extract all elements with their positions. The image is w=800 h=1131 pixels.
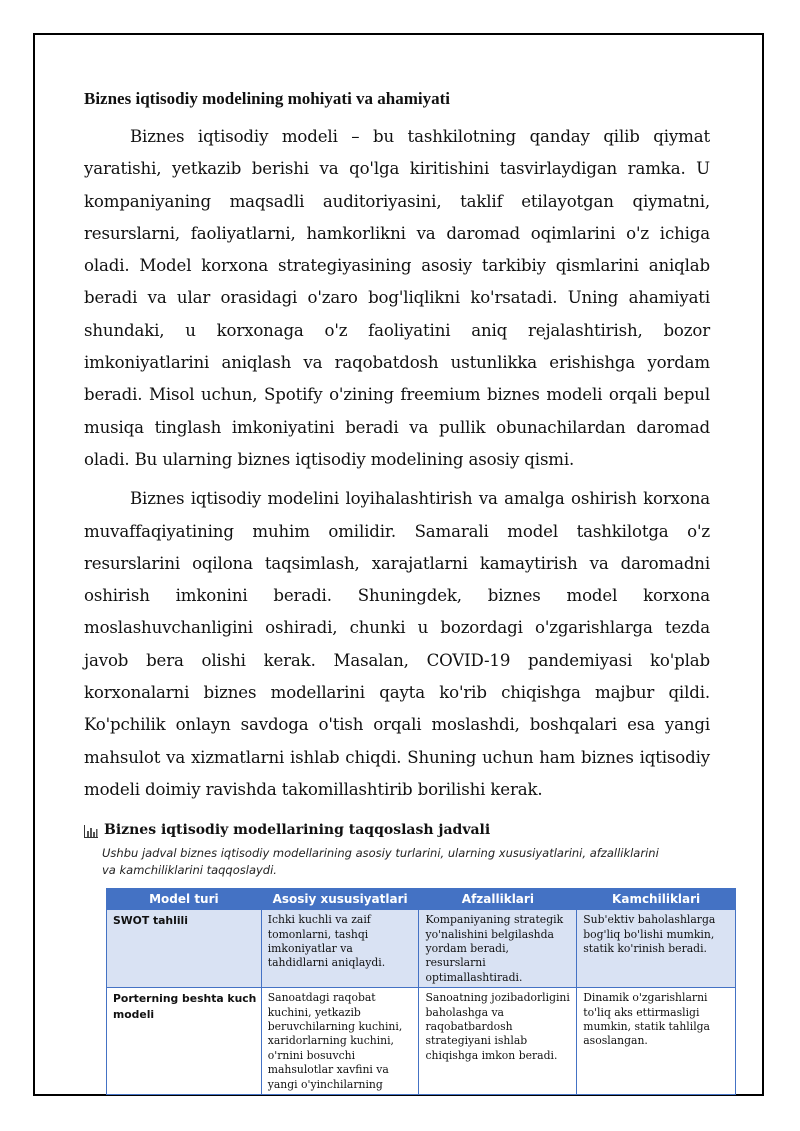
comparison-table [106,888,736,1095]
table-description: Ushbu jadval biznes iqtisodiy modellarining asosiy turlarini, ularning xususiyatlarini, afzalliklarini va kamchiliklarini taqqoslaydi. [102,846,659,878]
table-header-row [107,889,736,910]
paragraph-2: Biznes iqtisodiy modelini loyihalashtirish va amalga oshirish korxona muvaffaqiyatining muhim omilidir. Samarali model tashkilotga o'z resurslarini oqilona taqsimlash, xarajatlarni kamaytirish va daromadni oshirish imkonini beradi. Shuningdek, biznes model korxona moslashuvchanligini oshiradi, chunki u bozordagi o'zgarishlarga tezda javob bera olishi kerak. Masalan, COVID-19 pandemiyasi ko'plab korxonalarni biznes modellarini qayta ko'rib chiqishga majbur qildi. Ko'pchilik onlayn savdoga o'tish orqali moslashdi, boshqalari esa yangi mahsulot va xizmatlarni ishlab chiqdi. Shuning uchun ham biznes iqtisodiy modeli doimiy ravishda takomillashtirib borilishi kerak. [84,489,710,799]
column-header: Kamchiliklari [577,889,736,910]
table-title: Biznes iqtisodiy modellarining taqqoslash jadvali [104,822,491,839]
advantages-cell: Kompaniyaning strategik yo'nalishini belgilashda yordam beradi, resurslarni optimallashtiradi. [419,910,577,988]
disadvantages-cell: Dinamik o'zgarishlarni to'liq aks ettirmasligi mumkin, statik tahlilga asoslangan. [577,988,736,1095]
disadvantages-cell: Sub'ektiv baholashlarga bog'liq bo'lishi mumkin, statik ko'rinish beradi. [577,910,736,988]
table-row [107,988,736,1095]
document-body [84,86,716,1095]
paragraph-1: Biznes iqtisodiy modeli – bu tashkilotning qanday qilib qiymat yaratishi, yetkazib berishi va qo'lga kiritishini tasvirlaydigan ramka. U kompaniyaning maqsadli auditoriyasini, taklif etilayotgan qiymatni, resurslarni, faoliyatlarni, hamkorlikni va daromad oqimlarini o'z ichiga oladi. Model korxona strategiyasining asosiy tarkibiy qismlarini aniqlab beradi va ular orasidagi o'zaro bog'liqlikni ko'rsatadi. Uning ahamiyati shundaki, u korxonaga o'z faoliyatini aniq rejalashtirish, bozor imkoniyatlarini aniqlash va raqobatdosh ustunlikka erishishga yordam beradi. Misol uchun, Spotify o'zining freemium biznes modeli orqali bepul musiqa tinglash imkoniyatini beradi va pullik obunachilardan daromad oladi. Bu ularning biznes iqtisodiy modelining asosiy qismi. [84,127,710,469]
table-row [107,910,736,988]
model-name-cell: Porterning beshta kuch modeli [107,988,262,1095]
bar-chart-icon [84,824,98,837]
column-header: Afzalliklari [419,889,577,910]
features-cell: Ichki kuchli va zaif tomonlarni, tashqi imkoniyatlar va tahdidlarni aniqlaydi. [261,910,419,988]
column-header: Asosiy xususiyatlari [261,889,419,910]
features-cell: Sanoatdagi raqobat kuchini, yetkazib beruvchilarning kuchini, xaridorlarning kuchini, o'rnini bosuvchi mahsulotlar xavfini va yangi o'yinchilarning [261,988,419,1095]
model-name-cell: SWOT tahlili [107,910,262,988]
column-header: Model turi [107,889,262,910]
advantages-cell: Sanoatning jozibadorligini baholashga va raqobatbardosh strategiyani ishlab chiqishga imkon beradi. [419,988,577,1095]
section-heading: Biznes iqtisodiy modelining mohiyati va ahamiyati [84,89,451,108]
table-title-row [84,820,710,840]
